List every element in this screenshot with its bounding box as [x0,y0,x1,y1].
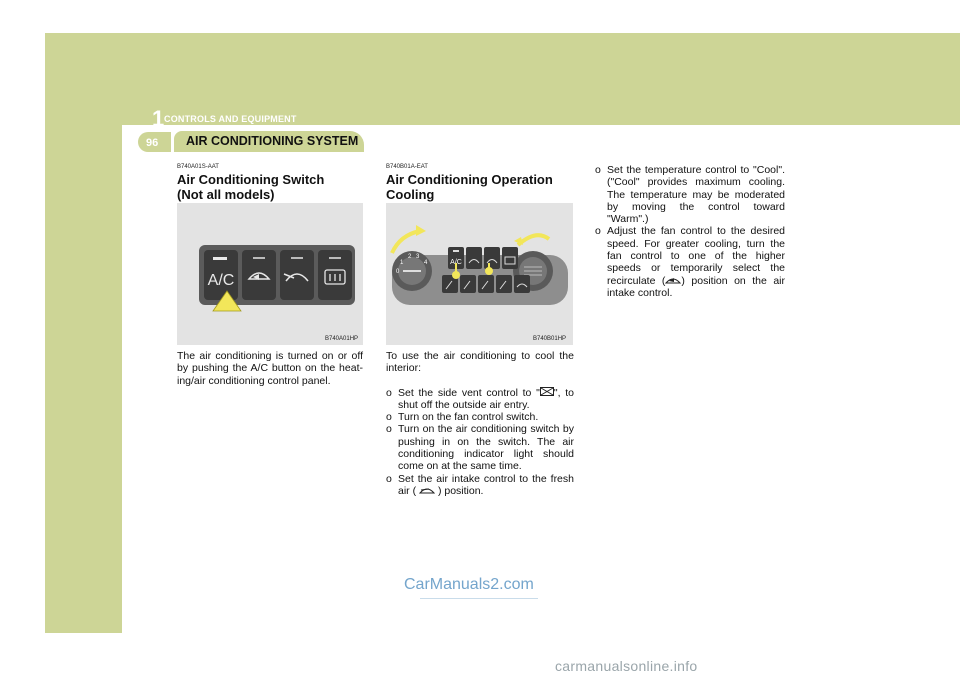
footer-site: carmanualsonline.info [555,658,698,674]
fan-knob [392,251,432,291]
ac-switch-heading-line1: Air Conditioning Switch [177,172,325,187]
step-6-text-start: Adjust the fan control to the desired speed. For greater cooling, turn the fan control to one of the higher speeds or temporarily select the recirculate ( [607,225,785,287]
step-1-text-end: ", to shut off the outside air entry. [398,386,574,411]
ac-operation-heading-line1: Air Conditioning Operation [386,172,553,187]
ac-operation-step-6 [595,225,785,299]
ac-switch-figure [177,203,363,345]
ac-switch-heading-line2: (Not all models) [177,187,275,202]
ac-operation-code: B740B01A-EAT [386,164,428,170]
svg-text:1: 1 [400,260,404,266]
chapter-title: CONTROLS AND EQUIPMENT [164,114,297,124]
svg-text:4: 4 [424,260,428,266]
ac-operation-step-1 [386,387,574,412]
watermark-underline [420,598,538,599]
ac-button-label: A/C [207,272,235,289]
ac-operation-heading-line2: Cooling [386,187,435,202]
bullet-marker: o [386,386,392,399]
ac-operation-intro: To use the air conditioning to cool the interior: [386,350,574,375]
recirculate-icon [665,275,681,284]
ac-button [204,250,238,300]
watermark: CarManuals2.com [404,576,534,593]
svg-text:2: 2 [408,254,412,260]
temperature-arrow [518,235,549,245]
ac-operation-step-3 [386,423,574,472]
ac-operation-step-5 [595,164,785,225]
ac-operation-continued [595,164,785,299]
step-3-text: Turn on the air conditioning switch by pushing in on the switch. The air conditioning indicator light should come on at the same time. [398,423,574,473]
bullet-marker: o [386,423,392,436]
panel-ac-label: A/C [450,259,462,266]
bullet-marker: o [386,411,392,424]
ac-operation-text [386,350,574,497]
chapter-number: 1 [152,106,165,131]
step-4-text-end: ) position. [437,484,484,497]
rear-defrost-button [318,250,352,300]
bullet-marker: o [595,225,601,238]
step-1-text-start: Set the side vent control to " [398,386,540,399]
ac-operation-step-2 [386,411,574,423]
section-title: AIR CONDITIONING SYSTEM [186,134,359,148]
step-4-text-start: Set the air intake control to the fresh air ( [398,472,574,497]
bullet-marker: o [595,164,601,176]
vent-closed-icon [540,387,554,396]
ac-switch-heading [177,172,324,202]
fan-arrow [392,231,420,253]
svg-text:3: 3 [416,254,420,260]
ac-switch-illustration [177,203,363,345]
svg-text:0: 0 [396,269,400,275]
step-2-text: Turn on the fan control switch. [398,411,539,424]
step-6-text-end: ) position on the air intake control. [607,274,785,299]
fresh-air-icon [419,485,435,494]
ac-operation-figure-caption: B740B01HP [533,336,567,342]
ac-operation-heading [386,172,553,202]
recirculate-button [242,250,276,300]
bullet-marker: o [386,472,392,485]
ac-operation-figure [386,203,573,345]
ac-switch-paragraph: The air conditioning is turned on or off by pushing the A/C button on the heat-ing/air conditioning control panel. [177,350,363,387]
ac-operation-step-4 [386,473,574,498]
step-5-text: Set the temperature control to "Cool". ("Cool" provides maximum cooling. The temperature may be moderated by moving the control toward "Warm".) [607,164,785,226]
fresh-air-button [280,250,314,300]
climate-panel-illustration [386,203,573,345]
ac-switch-figure-caption: B740A01HP [325,336,359,342]
ac-switch-code: B740A01S-AAT [177,164,219,170]
page-number: 96 [146,137,159,149]
